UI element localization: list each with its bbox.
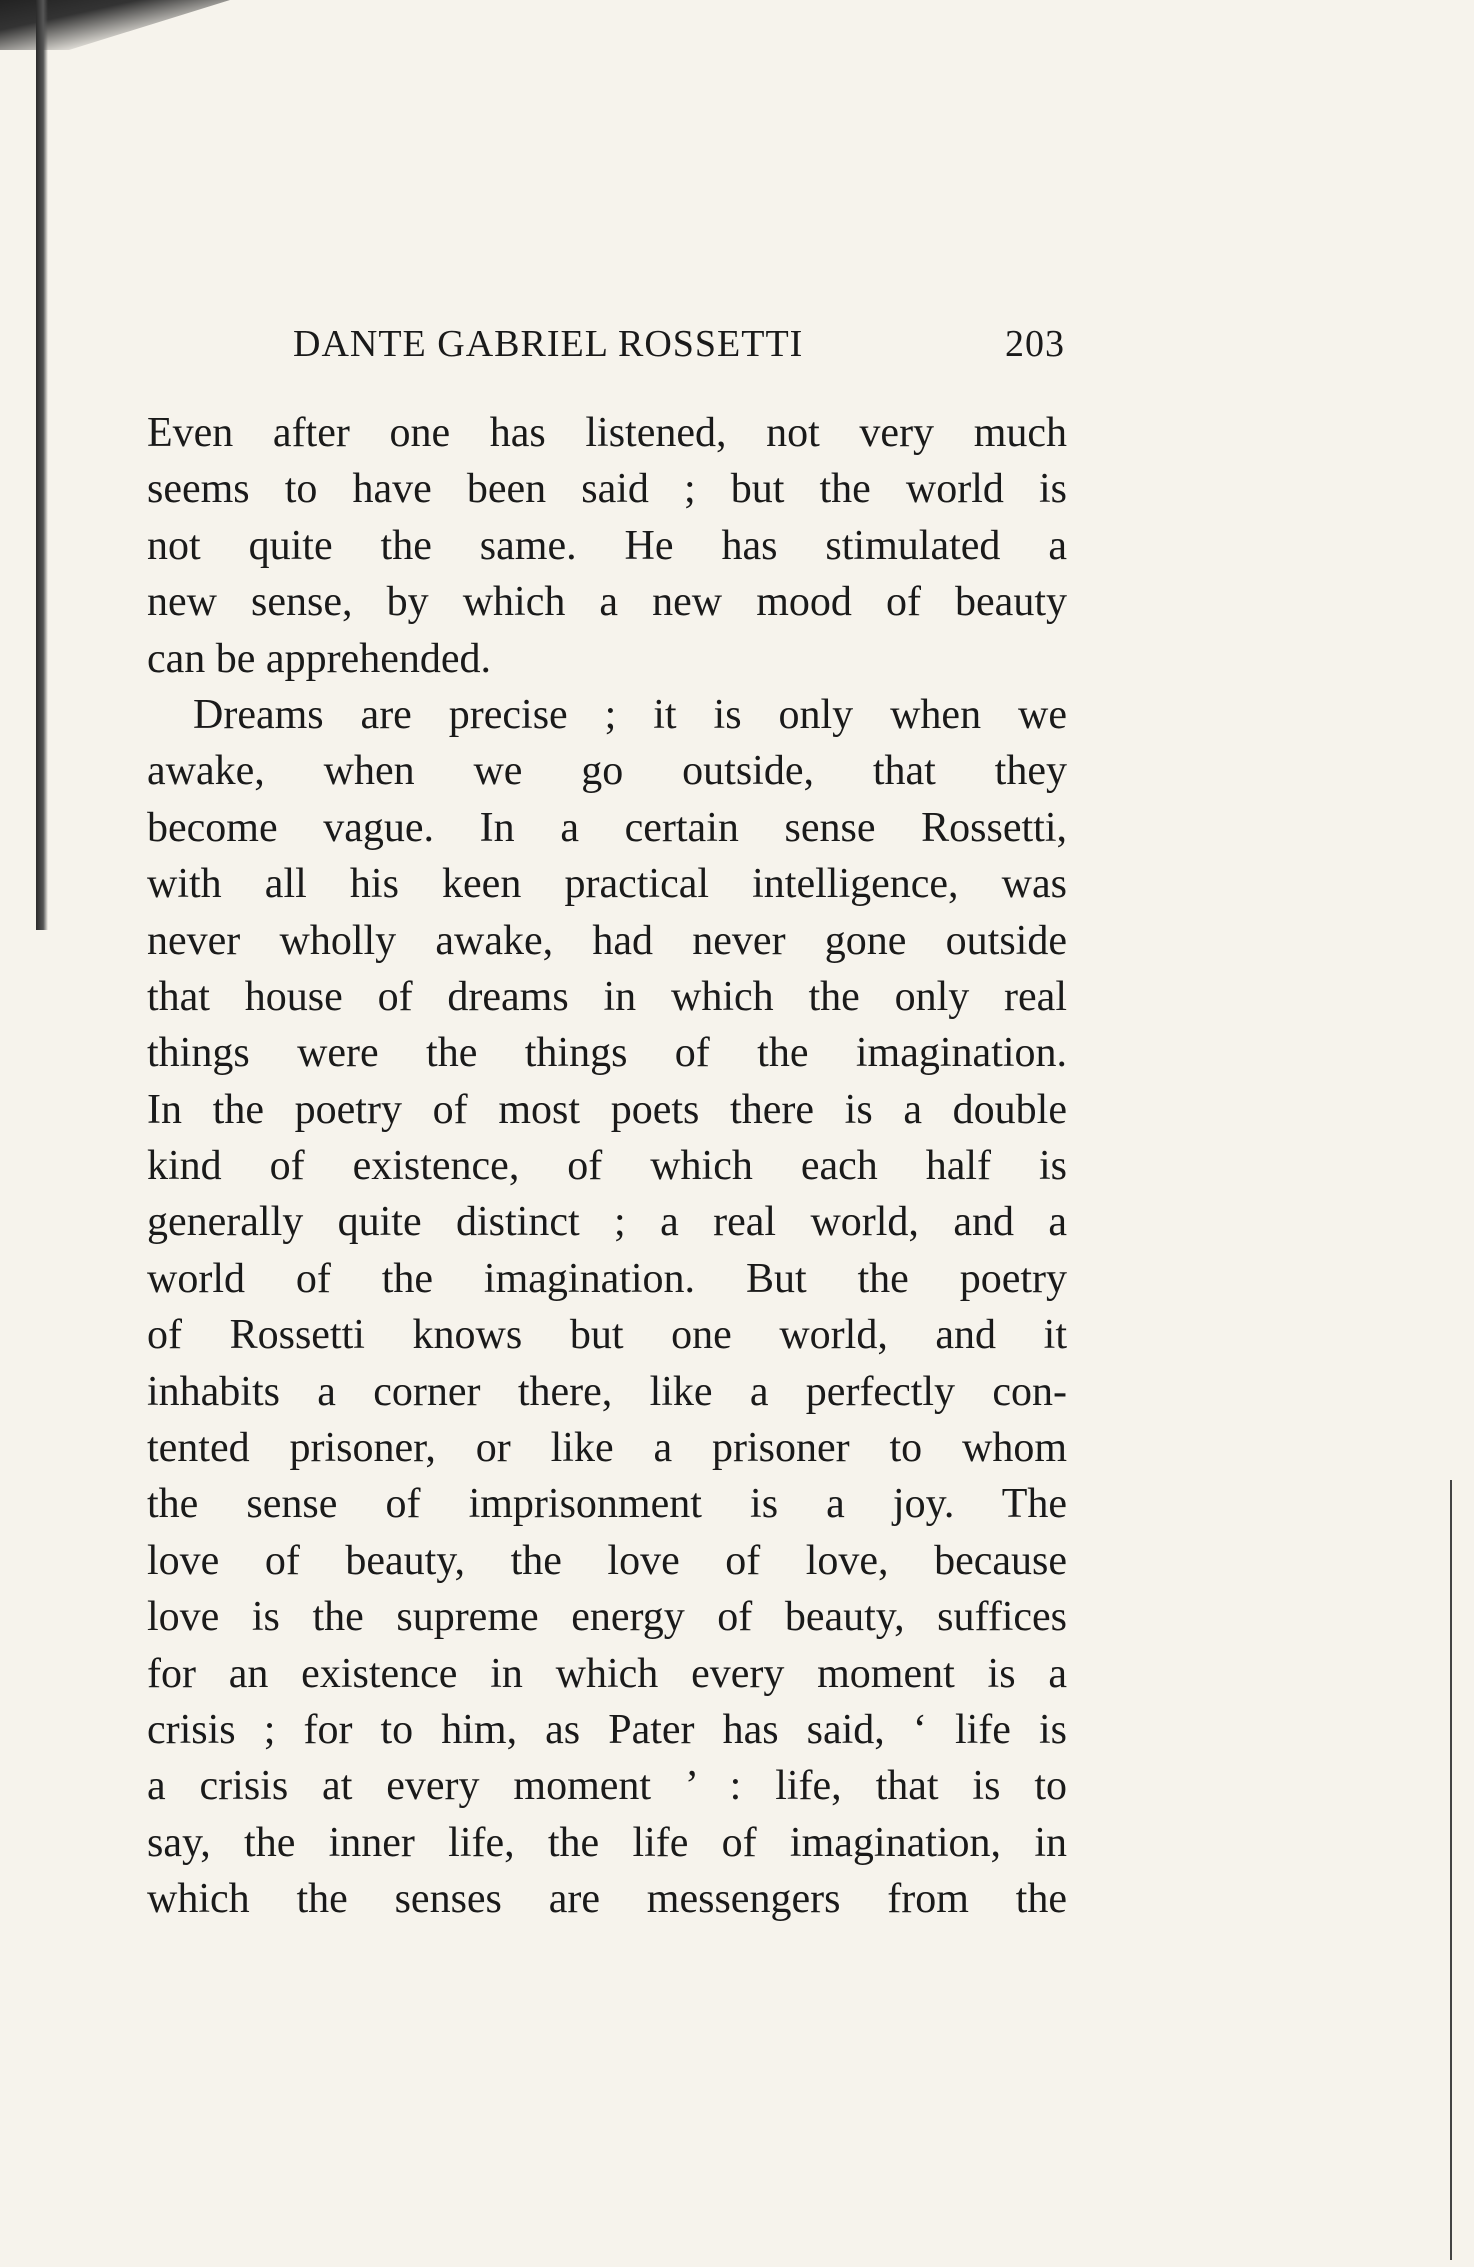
- text-line: seems to have been said ; but the world is: [147, 466, 1067, 513]
- text-line: that house of dreams in which the only real: [147, 973, 1067, 1020]
- text-line: a crisis at every moment ’ : life, that is to: [147, 1763, 1067, 1810]
- text-line: the sense of imprisonment is a joy. The: [147, 1481, 1067, 1528]
- text-line: tented prisoner, or like a prisoner to whom: [147, 1425, 1067, 1472]
- text-line: for an existence in which every moment is a: [147, 1650, 1067, 1697]
- running-head: DANTE GABRIEL ROSSETTI: [293, 323, 804, 365]
- text-line: which the senses are messengers from the: [147, 1876, 1067, 1923]
- text-line: of Rossetti knows but one world, and it: [147, 1312, 1067, 1359]
- text-line: new sense, by which a new mood of beauty: [147, 579, 1067, 626]
- text-line: with all his keen practical intelligence, was: [147, 861, 1067, 908]
- text-line: not quite the same. He has stimulated a: [147, 522, 1067, 569]
- binding-shadow-corner: [0, 0, 230, 50]
- page-number: 203: [1005, 323, 1065, 365]
- text-line: love is the supreme energy of beauty, suffices: [147, 1594, 1067, 1641]
- text-line: Dreams are precise ; it is only when we: [193, 691, 1067, 738]
- body-text: [147, 405, 1067, 1928]
- text-line: never wholly awake, had never gone outside: [147, 917, 1067, 964]
- text-line: crisis ; for to him, as Pater has said, ‘ life is: [147, 1706, 1067, 1753]
- text-line: generally quite distinct ; a real world, and a: [147, 1199, 1067, 1246]
- binding-shadow-edge: [36, 0, 48, 930]
- text-line: Even after one has listened, not very much: [147, 410, 1067, 456]
- page-header: [293, 322, 1065, 372]
- text-line: kind of existence, of which each half is: [147, 1143, 1067, 1190]
- text-line: love of beauty, the love of love, because: [147, 1537, 1067, 1584]
- text-line: become vague. In a certain sense Rossetti,: [147, 804, 1067, 851]
- text-line: inhabits a corner there, like a perfectly con-: [147, 1368, 1067, 1415]
- text-line: can be apprehended.: [147, 635, 491, 682]
- text-line: things were the things of the imagination.: [147, 1030, 1067, 1077]
- page-right-edge: [1450, 1480, 1452, 2260]
- text-line: say, the inner life, the life of imagination, in: [147, 1819, 1067, 1866]
- text-line: awake, when we go outside, that they: [147, 748, 1067, 795]
- text-line: In the poetry of most poets there is a double: [147, 1086, 1067, 1133]
- text-line: world of the imagination. But the poetry: [147, 1255, 1067, 1302]
